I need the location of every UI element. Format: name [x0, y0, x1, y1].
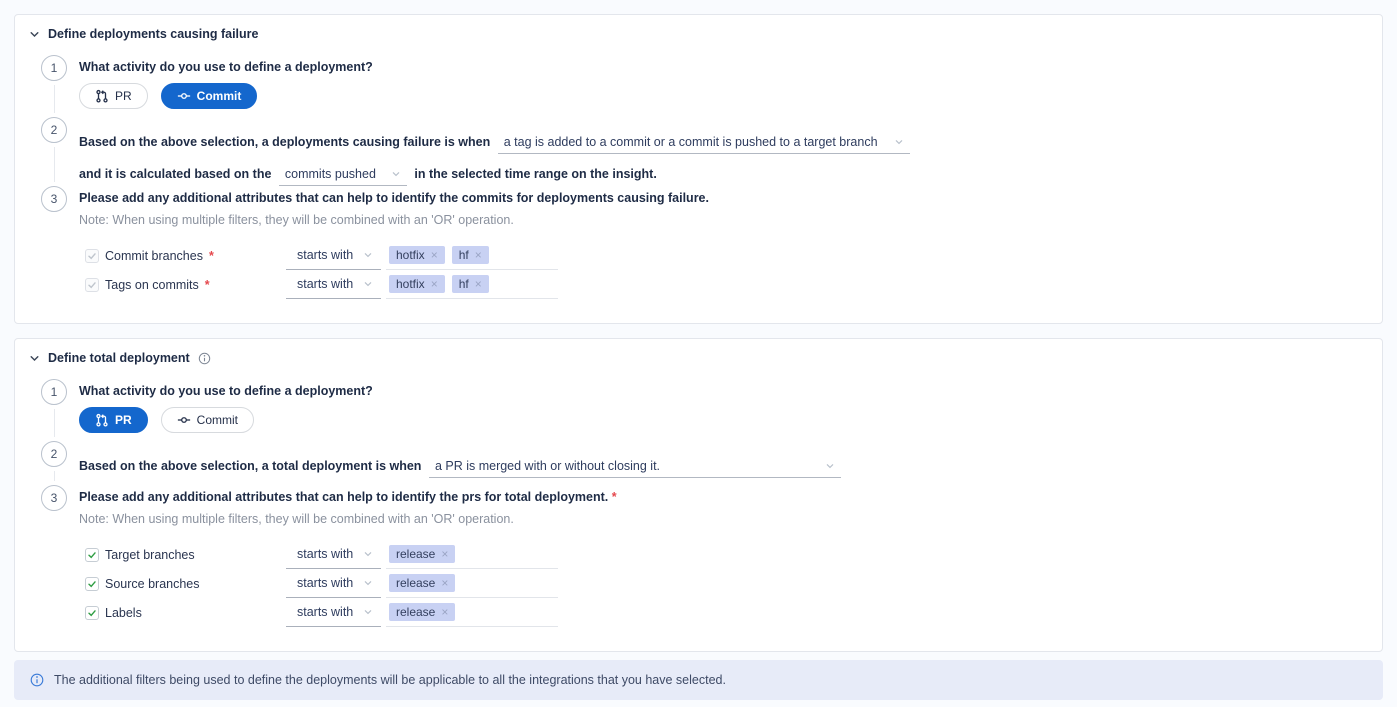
commit-branches-checkbox[interactable] [85, 249, 99, 263]
step-question: What activity do you use to define a deployment? [79, 384, 373, 398]
remove-tag-icon[interactable]: × [441, 605, 449, 619]
target-branches-checkbox[interactable] [85, 548, 99, 562]
chevron-down-icon [363, 279, 373, 289]
remove-tag-icon[interactable]: × [430, 248, 438, 262]
selected-value: starts with [297, 576, 354, 590]
step-3 [41, 485, 1368, 627]
filter-label: Labels [105, 605, 142, 620]
panel-header-collapse[interactable] [15, 15, 1382, 49]
tag: hf × [452, 246, 489, 264]
selected-value: starts with [297, 605, 354, 619]
filter-row-target-branches [85, 540, 1368, 569]
tags-on-commits-checkbox[interactable] [85, 278, 99, 292]
info-icon [30, 673, 44, 687]
pr-option-label: PR [115, 413, 132, 427]
target-branches-tags-input[interactable] [386, 540, 558, 569]
remove-tag-icon[interactable]: × [441, 547, 449, 561]
chevron-down-icon [363, 250, 373, 260]
info-banner [14, 660, 1383, 700]
commit-option-label: Commit [196, 413, 239, 427]
calculation-basis-select[interactable] [279, 163, 407, 186]
step-connector [54, 147, 55, 182]
selected-value: starts with [297, 277, 354, 291]
panel-title: Define deployments causing failure [48, 27, 259, 41]
filter-row-tags-on-commits [85, 270, 1368, 299]
tag: hf × [452, 275, 489, 293]
failure-definition-select[interactable] [498, 131, 910, 154]
panel-title: Define total deployment [48, 351, 190, 365]
chevron-down-icon [29, 353, 40, 364]
rule-sentence-prefix: Based on the above selection, a total deployment is when [79, 459, 422, 473]
filter-label: Tags on commits [105, 277, 199, 292]
selected-value: starts with [297, 248, 354, 262]
filter-label: Source branches [105, 576, 200, 591]
step-number: 1 [41, 55, 67, 81]
step-3 [41, 186, 1368, 299]
required-mark: * [611, 490, 617, 504]
required-mark: * [204, 277, 210, 292]
step-question: Please add any additional attributes that can help to identify the prs for total deployment. * [79, 490, 617, 504]
calc-sentence-suffix: in the selected time range on the insight. [414, 167, 657, 181]
panel-header-collapse[interactable] [15, 339, 1382, 373]
required-mark: * [208, 248, 214, 263]
step-connector [54, 85, 55, 113]
chevron-down-icon [363, 578, 373, 588]
source-branches-tags-input[interactable] [386, 569, 558, 598]
chevron-down-icon [363, 607, 373, 617]
step-number: 3 [41, 186, 67, 212]
step-connector [54, 409, 55, 437]
filter-label: Target branches [105, 547, 195, 562]
commit-option-label: Commit [196, 89, 242, 103]
step-2 [41, 117, 1368, 186]
commit-option-button[interactable] [161, 83, 258, 109]
target-branches-operator-select[interactable] [286, 540, 381, 569]
source-branches-checkbox[interactable] [85, 577, 99, 591]
pr-option-button[interactable] [79, 83, 148, 109]
selected-value: a tag is added to a commit or a commit is pushed to a target branch [503, 134, 878, 149]
panel-deployments-causing-failure [14, 14, 1383, 324]
chevron-down-icon [825, 461, 835, 471]
filter-row-source-branches [85, 569, 1368, 598]
step-question: Please add any additional attributes that can help to identify the commits for deployments causing failure. [79, 191, 709, 205]
git-pull-request-icon [95, 89, 109, 103]
filter-row-labels [85, 598, 1368, 627]
step-number: 2 [41, 441, 67, 467]
step-1 [41, 379, 1368, 441]
pr-option-label: PR [115, 89, 132, 103]
labels-operator-select[interactable] [286, 598, 381, 627]
tag: release × [389, 574, 455, 592]
step-connector [54, 471, 55, 481]
panel-total-deployment [14, 338, 1383, 652]
step-number: 3 [41, 485, 67, 511]
step-question: What activity do you use to define a deployment? [79, 60, 373, 74]
chevron-down-icon [363, 549, 373, 559]
rule-sentence-prefix: Based on the above selection, a deployments causing failure is when [79, 135, 491, 149]
filters-note: Note: When using multiple filters, they will be combined with an 'OR' operation. [79, 512, 514, 526]
filter-row-commit-branches [85, 241, 1368, 270]
labels-tags-input[interactable] [386, 598, 558, 627]
tag: release × [389, 603, 455, 621]
chevron-down-icon [29, 29, 40, 40]
labels-checkbox[interactable] [85, 606, 99, 620]
selected-value: commits pushed [284, 166, 376, 181]
step-number: 2 [41, 117, 67, 143]
commit-option-button[interactable] [161, 407, 254, 433]
tag: release × [389, 545, 455, 563]
total-deployment-definition-select[interactable] [429, 455, 841, 478]
chevron-down-icon [894, 137, 904, 147]
selected-value: starts with [297, 547, 354, 561]
git-pull-request-icon [95, 413, 109, 427]
tags-on-commits-tags-input[interactable] [386, 270, 558, 299]
step-number: 1 [41, 379, 67, 405]
step-1 [41, 55, 1368, 117]
selected-value: a PR is merged with or without closing it. [434, 458, 661, 473]
remove-tag-icon[interactable]: × [441, 576, 449, 590]
info-icon[interactable] [198, 352, 211, 365]
step-2 [41, 441, 1368, 485]
tag: hotfix × [389, 246, 445, 264]
remove-tag-icon[interactable]: × [474, 248, 482, 262]
filters-note: Note: When using multiple filters, they will be combined with an 'OR' operation. [79, 213, 514, 227]
pr-option-button[interactable] [79, 407, 148, 433]
remove-tag-icon[interactable]: × [430, 277, 438, 291]
tag: hotfix × [389, 275, 445, 293]
info-banner-text: The additional filters being used to define the deployments will be applicable to all the integrations that you have selected. [54, 673, 726, 687]
source-branches-operator-select[interactable] [286, 569, 381, 598]
tags-on-commits-operator-select[interactable] [286, 270, 381, 299]
git-commit-icon [177, 89, 191, 103]
calc-sentence-prefix: and it is calculated based on the [79, 167, 272, 181]
chevron-down-icon [391, 169, 401, 179]
filter-label: Commit branches [105, 248, 203, 263]
commit-branches-tags-input[interactable] [386, 241, 558, 270]
remove-tag-icon[interactable]: × [474, 277, 482, 291]
commit-branches-operator-select[interactable] [286, 241, 381, 270]
git-commit-icon [177, 413, 191, 427]
